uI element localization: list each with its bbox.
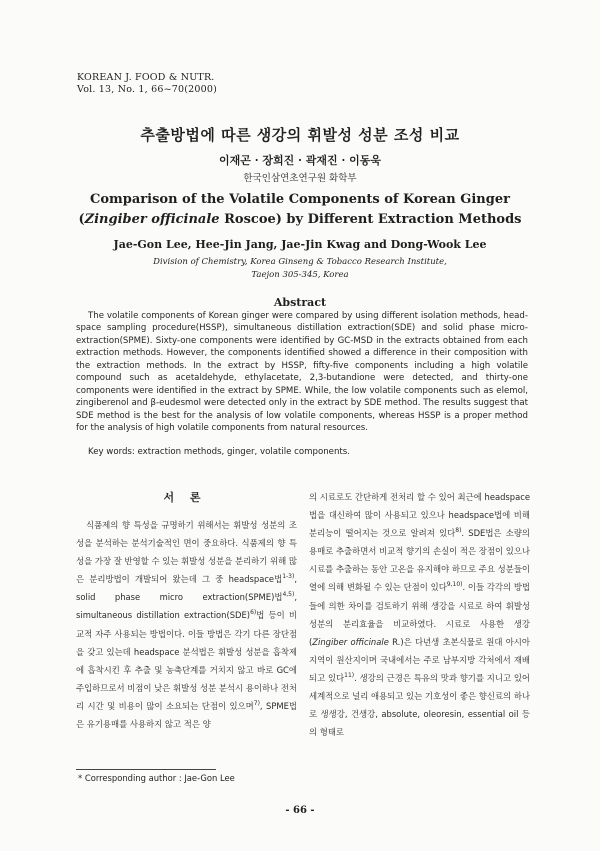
english-title xyxy=(0,190,600,230)
korean-authors: 이재곤 · 장희진 · 곽재진 · 이동욱 xyxy=(219,154,381,167)
english-title-line2: (Zingiber officinale Roscoe) by Different Extraction Methods xyxy=(78,212,522,227)
species-name: Zingiber officinale xyxy=(84,212,220,227)
english-title-line1: Comparison of the Volatile Components of Korean Ginger xyxy=(90,192,510,207)
korean-affiliation: 한국인삼연초연구원 화학부 xyxy=(243,173,357,184)
keywords: Key words: extraction methods, ginger, volatile components. xyxy=(88,447,350,457)
intro-paragraph: 식품제의 향 특성을 규명하기 위해서는 휘발성 성분의 조성을 분석하는 분석기술적인 면이 중요하다. 식품제의 향 특성을 가장 잘 반영할 수 있는 휘발성 성분을 분리하기 위해 많은 분리방법이 개발되어 왔는데 그 중 headspace법$^{1-3)}$, solid phase micro extraction(SPME)법$^{4,5)}$, simultaneous distillation extraction(SDE)$^{6)}$법 등이 비교적 자주 사용되는 방법이다. 이들 방법은 각기 다른 장단점을 갖고 있는데 headspace 분석법은 휘발성 성분을 흡착제에 흡착시킨 후 추출 및 농축단계를 거치지 않고 바로 GC에 주입하므로서 비점이 낮은 휘발성 성분 분석시 용이하나 전처리 시간 및 비용이 많이 소요되는 단점이 있으며$^{7)}$, SPME법은 유기용매를 사용하지 않고 적은 양 xyxy=(76,520,297,730)
korean-title: 추출방법에 따른 생강의 휘발성 성분 조성 비교 xyxy=(140,126,460,144)
left-column xyxy=(76,516,297,733)
journal-citation xyxy=(77,72,217,96)
abstract-heading: Abstract xyxy=(273,296,327,309)
page-number: - 66 - xyxy=(285,805,315,816)
footnote-divider xyxy=(76,769,216,770)
intro-continuation: 의 시료로도 간단하게 전처리 할 수 있어 최근에 headspace법을 대신하여 많이 사용되고 있으나 headspace법에 비해 분리능이 떨어지는 것으로 알려져 있다$^{8)}$. SDE법은 소량의 용매로 추출하면서 비교적 향기의 손실이 적은 장점이 있으나 시료를 추출하는 동안 고온을 유지해야 하므로 주요 성분들이 열에 의해 변화될 수 있는 단점이 있다$^{9,10)}$. 이들 각각의 방법들에 의한 차이를 검토하기 위해 생강을 시료로 하여 휘발성 성분의 분리효율을 비교하였다. 시료로 사용한 생강(Zingiber officinale R.)은 다년생 초본식물로 원대 아시아 지역이 원산지이며 국내에서는 주로 남부지방 각처에서 재배되고 있다$^{11)}$. 생강의 근경은 특유의 맛과 향기를 지니고 있어 세계적으로 널리 애용되고 있는 기호성이 좋은 향신료의 하나로 생생강, 건생강, absolute, oleoresin, essential oil 등의 형태로 xyxy=(309,492,531,738)
journal-volume: Vol. 13, No. 1, 66~70(2000) xyxy=(77,84,218,95)
right-column xyxy=(309,488,530,741)
english-authors: Jae-Gon Lee, Hee-Jin Jang, Jae-Jin Kwag and Dong-Wook Lee xyxy=(113,238,487,251)
abstract-body xyxy=(76,310,528,435)
corresponding-author-footnote: * Corresponding author : Jae-Gon Lee xyxy=(78,773,235,783)
journal-name: KOREAN J. FOOD & NUTR. xyxy=(77,72,215,83)
section-heading-introduction: 서 론 xyxy=(163,491,207,504)
abstract-text: The volatile components of Korean ginger were compared by using different isolation methods, head-space sampling procedure(HSSP), simultaneous distillation extraction(SDE) and solid phase micro-extraction(SPME). Sixty-one components were identified by GC-MSD in the extracts obtained from each extraction methods. However, the components identified showed a difference in their composition with the extraction methods. In the extract by HSSP, fifty-five components including a high volatile compound such as acetaldehyde, ethylacetate, 2,3-butandione were detected, and thirty-one components were identified in the extract by SPME. While, the low volatile components such as elemol, zingiberenol and β-eudesmol were detected only in the extract by SDE method. The results suggest that SDE method is the best for the analysis of low volatile components, whereas HSSP is a proper method for the analysis of high volatile components from natural resources. xyxy=(76,311,528,434)
english-affiliation: Division of Chemistry, Korea Ginseng & Tobacco Research Institute, Taejon 305-345, Korea xyxy=(153,257,447,280)
